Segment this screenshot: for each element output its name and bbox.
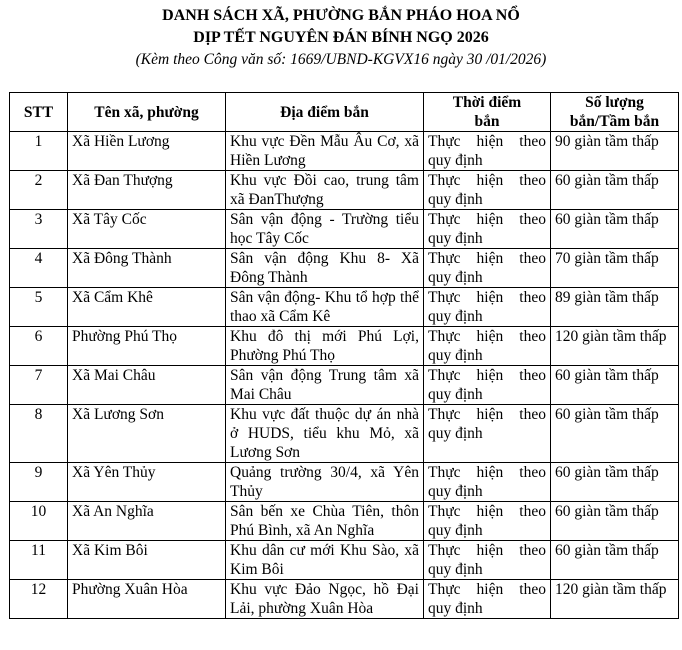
cell-qty: 60 giàn tầm thấp (551, 541, 679, 580)
table-row (10, 366, 679, 405)
header-time-line2: bắn (474, 113, 500, 130)
cell-name: Xã Đông Thành (68, 249, 226, 288)
cell-name: Xã An Nghĩa (68, 502, 226, 541)
cell-stt: 4 (10, 249, 68, 288)
table-row (10, 541, 679, 580)
header-name: Tên xã, phường (68, 93, 226, 132)
header-qty-line2: bắn/Tầm bắn (569, 113, 660, 130)
document-subtitle: (Kèm theo Công văn số: 1669/UBND-KGVX16 ngày 30 /01/2026) (135, 51, 547, 68)
cell-stt: 2 (10, 171, 68, 210)
cell-name: Xã Kim Bôi (68, 541, 226, 580)
cell-qty: 120 giàn tầm thấp (551, 580, 679, 619)
cell-name: Xã Cẩm Khê (68, 288, 226, 327)
cell-time: Thực hiện theo quy định (424, 541, 551, 580)
cell-qty: 120 giàn tầm thấp (551, 327, 679, 366)
cell-place: Sân bến xe Chùa Tiên, thôn Phú Bình, xã An Nghĩa (226, 502, 424, 541)
cell-stt: 11 (10, 541, 68, 580)
table-row (10, 405, 679, 463)
header-place: Địa điểm bắn (226, 93, 424, 132)
cell-time: Thực hiện theo quy định (424, 210, 551, 249)
cell-stt: 1 (10, 132, 68, 171)
cell-place: Sân vận động - Trường tiểu học Tây Cốc (226, 210, 424, 249)
cell-name: Xã Hiền Lương (68, 132, 226, 171)
cell-qty: 60 giàn tầm thấp (551, 405, 679, 463)
cell-time: Thực hiện theo quy định (424, 502, 551, 541)
table-row (10, 502, 679, 541)
header-qty-line1: Số lượng (585, 94, 644, 111)
table-row (10, 171, 679, 210)
cell-place: Sân vận động- Khu tổ hợp thể thao xã Cẩm Kê (226, 288, 424, 327)
cell-name: Xã Yên Thủy (68, 463, 226, 502)
cell-qty: 90 giàn tầm thấp (551, 132, 679, 171)
cell-qty: 60 giàn tầm thấp (551, 366, 679, 405)
cell-stt: 7 (10, 366, 68, 405)
cell-place: Khu vực Đền Mẫu Âu Cơ, xã Hiền Lương (226, 132, 424, 171)
cell-qty: 70 giàn tầm thấp (551, 249, 679, 288)
table-header-row (10, 93, 679, 132)
cell-qty: 89 giàn tầm thấp (551, 288, 679, 327)
cell-stt: 6 (10, 327, 68, 366)
cell-time: Thực hiện theo quy định (424, 132, 551, 171)
cell-name: Xã Đan Thượng (68, 171, 226, 210)
cell-name: Phường Xuân Hòa (68, 580, 226, 619)
table-row (10, 249, 679, 288)
cell-stt: 12 (10, 580, 68, 619)
cell-time: Thực hiện theo quy định (424, 327, 551, 366)
header-time-line1: Thời điểm (452, 94, 522, 111)
cell-qty: 60 giàn tầm thấp (551, 463, 679, 502)
table-row (10, 210, 679, 249)
cell-stt: 9 (10, 463, 68, 502)
cell-qty: 60 giàn tầm thấp (551, 502, 679, 541)
document-title-line1: DANH SÁCH XÃ, PHƯỜNG BẮN PHÁO HOA NỔ (162, 7, 520, 24)
table-row (10, 132, 679, 171)
table-row (10, 327, 679, 366)
cell-place: Khu vực Đồi cao, trung tâm xã ĐanThượng (226, 171, 424, 210)
cell-time: Thực hiện theo quy định (424, 288, 551, 327)
cell-time: Thực hiện theo quy định (424, 405, 551, 463)
cell-name: Phường Phú Thọ (68, 327, 226, 366)
header-time (424, 93, 551, 132)
cell-name: Xã Tây Cốc (68, 210, 226, 249)
cell-time: Thực hiện theo quy định (424, 249, 551, 288)
cell-stt: 5 (10, 288, 68, 327)
cell-stt: 8 (10, 405, 68, 463)
header-stt: STT (10, 93, 68, 132)
table-row (10, 580, 679, 619)
cell-time: Thực hiện theo quy định (424, 366, 551, 405)
cell-time: Thực hiện theo quy định (424, 463, 551, 502)
cell-place: Sân vận động Khu 8- Xã Đông Thành (226, 249, 424, 288)
cell-place: Quảng trường 30/4, xã Yên Thủy (226, 463, 424, 502)
cell-qty: 60 giàn tầm thấp (551, 171, 679, 210)
cell-place: Khu vực Đảo Ngọc, hồ Đại Lải, phường Xuân Hòa (226, 580, 424, 619)
cell-place: Khu vực đất thuộc dự án nhà ở HUDS, tiểu khu Mỏ, xã Lương Sơn (226, 405, 424, 463)
cell-place: Khu dân cư mới Khu Sào, xã Kim Bôi (226, 541, 424, 580)
cell-name: Xã Lương Sơn (68, 405, 226, 463)
table-row (10, 463, 679, 502)
document-title-line2: DỊP TẾT NGUYÊN ĐÁN BÍNH NGỌ 2026 (193, 29, 489, 46)
cell-qty: 60 giàn tầm thấp (551, 210, 679, 249)
cell-name: Xã Mai Châu (68, 366, 226, 405)
header-qty (551, 93, 679, 132)
cell-time: Thực hiện theo quy định (424, 580, 551, 619)
cell-time: Thực hiện theo quy định (424, 171, 551, 210)
cell-stt: 3 (10, 210, 68, 249)
cell-stt: 10 (10, 502, 68, 541)
table-row (10, 288, 679, 327)
cell-place: Sân vận động Trung tâm xã Mai Châu (226, 366, 424, 405)
cell-place: Khu đô thị mới Phú Lợi, Phường Phú Thọ (226, 327, 424, 366)
fireworks-locations-table (9, 92, 679, 619)
